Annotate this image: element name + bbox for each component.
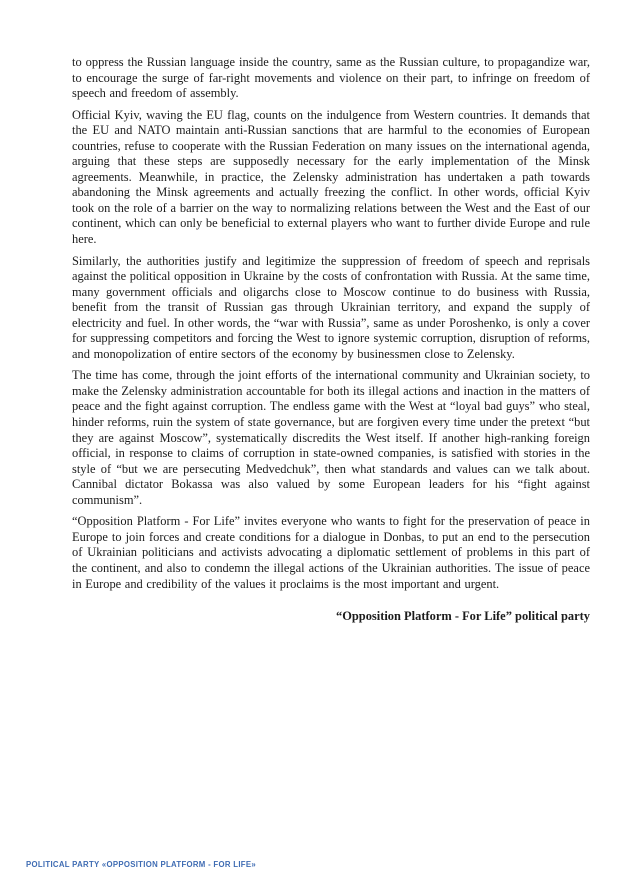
body-paragraph: Official Kyiv, waving the EU flag, counts on the indulgence from Western countries. It demands that the EU and NATO maintain anti-Russian sanctions that are harmful to the economies of European countries, refuse to cooperate with the Russian Federation on many issues on the international agenda, arguing that these steps are supposedly necessary for the early implementation of the Minsk agreements. Meanwhile, in practice, the Zelensky administration has undertaken a path towards abandoning the Minsk agreements and actually freezing the conflict. In other words, official Kyiv took on the role of a barrier on the way to normalizing relations between the West and the East of our continent, which can only be beneficial to external players who want to further divide Europe and rule here. [72, 107, 590, 247]
body-paragraph: Similarly, the authorities justify and legitimize the suppression of freedom of speech and reprisals against the political opposition in Ukraine by the costs of confrontation with Russia. At the same time, many government officials and oligarchs close to Moscow continue to do business with Russia, benefit from the transit of Russian gas through Ukrainian territory, and expand the supply of electricity and fuel. In other words, the “war with Russia”, same as under Poroshenko, is only a cover for suppressing competitors and forcing the West to ignore systemic corruption, disruption of reforms, and monopolization of entire sectors of the economy by businessmen close to Zelensky. [72, 253, 590, 361]
signature-line: “Opposition Platform - For Life” political party [335, 609, 590, 624]
page-text-block [72, 55, 590, 625]
body-paragraph: The time has come, through the joint efforts of the international community and Ukrainian society, to make the Zelensky administration accountable for both its illegal actions and inaction in the matters of peace and the fight against corruption. The endless game with the West at “loyal bad guys” who steal, hinder reforms, ruin the system of state governance, but are forgiven every time under the pretext “but they are against Moscow”, systematically discredits the West itself. If another high-ranking foreign official, in response to claims of corruption in state-owned companies, is satisfied with stories in the style of “but we are persecuting Medvedchuk”, then what standards and values can we talk about. Cannibal dictator Bokassa was also valued by some European leaders for his “fight against communism”. [72, 368, 590, 507]
body-paragraph: to oppress the Russian language inside the country, same as the Russian culture, to propagandize war, to encourage the surge of far-right movements and violence on their part, to infringe on freedom of speech and freedom of assembly. [72, 55, 590, 101]
body-paragraph: “Opposition Platform - For Life” invites everyone who wants to fight for the preservation of peace in Europe to join forces and create conditions for a dialogue in Donbas, to put an end to the persecution of Ukrainian politicians and activists advocating a diplomatic settlement of problems in this part of the continent, and also to condemn the illegal actions of the Ukrainian authorities. The issue of peace in Europe and credibility of the values it proclaims is the most important and urgent. [72, 514, 590, 591]
footer-party-name: POLITICAL PARTY «OPPOSITION PLATFORM - FOR LIFE» [26, 860, 256, 869]
